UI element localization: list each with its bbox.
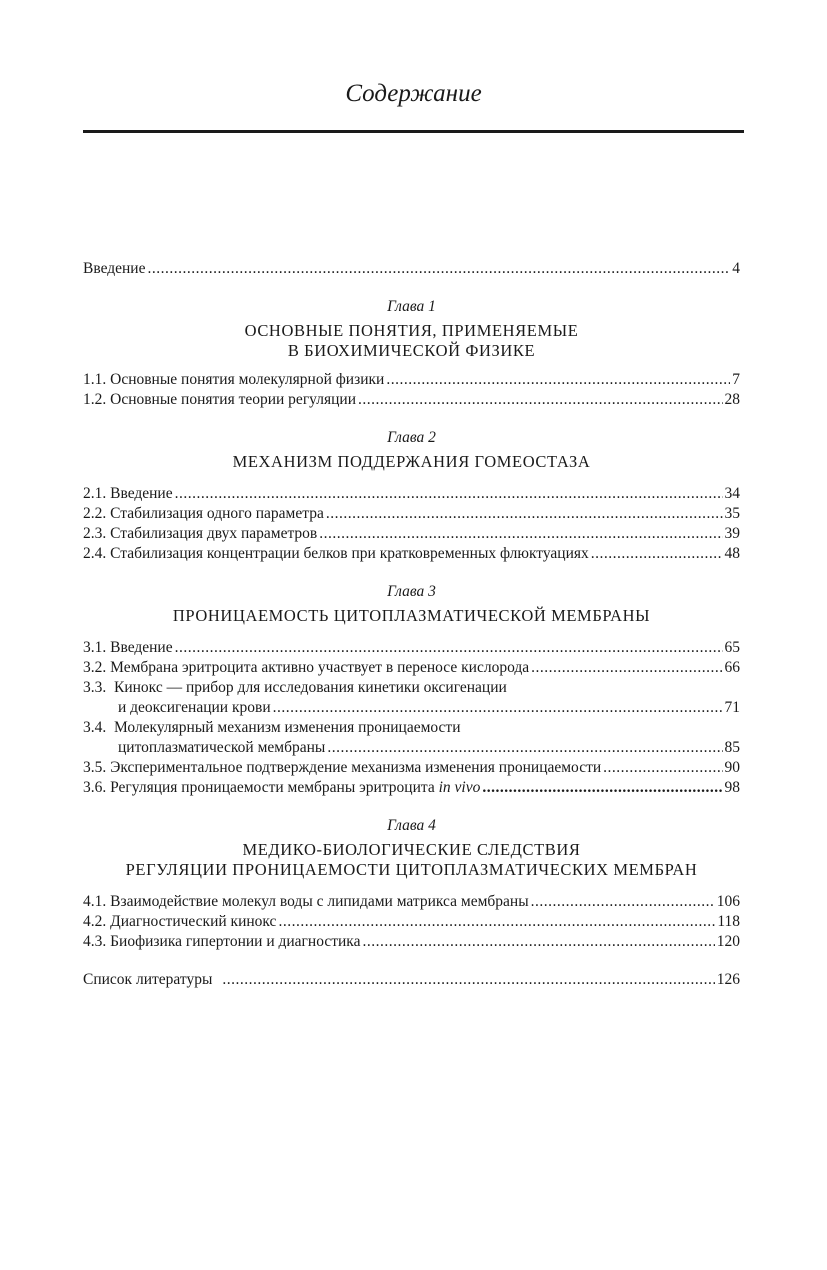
table-of-contents xyxy=(83,259,740,990)
leader-dots xyxy=(222,970,714,990)
toc-entry-number: 3.4. xyxy=(83,719,107,736)
toc-entry-title: Экспериментальное подтверждение механизма изменения проницаемости xyxy=(110,759,602,776)
toc-entry-page: 126 xyxy=(716,971,740,988)
toc-entry-page: 120 xyxy=(716,933,740,950)
toc-entry-title: Регуляция проницаемости мембраны эритроцита xyxy=(110,779,435,796)
toc-entry-bibliography[interactable] xyxy=(83,970,740,990)
toc-entry-title: Основные понятия теории регуляции xyxy=(110,391,356,408)
chapter-3-title: ПРОНИЦАЕМОСТЬ ЦИТОПЛАЗМАТИЧЕСКОЙ МЕМБРАНЫ xyxy=(172,606,651,625)
toc-entry-number: 2.4. xyxy=(83,545,107,562)
toc-entry-page: 4 xyxy=(732,260,740,277)
toc-entry-number: 4.3. xyxy=(83,933,107,950)
toc-entry-title: Введение xyxy=(110,485,173,502)
toc-entry-3-4-line-1[interactable] xyxy=(83,718,740,738)
toc-entry-4-2[interactable] xyxy=(83,912,740,932)
toc-entry-3-5[interactable] xyxy=(83,758,740,778)
toc-entry-title: Молекулярный механизм изменения проницаемости xyxy=(114,719,461,736)
leader-dots xyxy=(326,504,723,524)
toc-entry-2-3[interactable] xyxy=(83,524,740,544)
leader-dots xyxy=(358,390,723,410)
leader-dots xyxy=(531,892,715,912)
toc-entry-2-1[interactable] xyxy=(83,484,740,504)
chapter-3-label: Глава 3 xyxy=(387,583,436,600)
toc-entry-number: 2.2. xyxy=(83,505,107,522)
chapter-4-title-line-1: МЕДИКО-БИОЛОГИЧЕСКИЕ СЛЕДСТВИЯ xyxy=(242,840,581,859)
toc-entry-title: Стабилизация одного параметра xyxy=(110,505,324,522)
toc-entry-intro[interactable] xyxy=(83,259,740,279)
toc-entry-page: 85 xyxy=(724,739,740,756)
toc-entry-page: 39 xyxy=(724,525,740,542)
leader-dots xyxy=(175,638,723,658)
chapter-1-title-line-2: В БИОХИМИЧЕСКОЙ ФИЗИКЕ xyxy=(287,341,536,360)
toc-entry-number: 2.1. xyxy=(83,485,107,502)
leader-dots xyxy=(175,484,723,504)
toc-entry-title: Список литературы xyxy=(83,971,213,988)
toc-entry-3-1[interactable] xyxy=(83,638,740,658)
toc-entry-4-3[interactable] xyxy=(83,932,740,952)
leader-dots xyxy=(273,698,723,718)
toc-entry-3-4-line-2[interactable] xyxy=(83,738,740,758)
chapter-2-label: Глава 2 xyxy=(387,429,436,446)
toc-entry-title: Стабилизация двух параметров xyxy=(110,525,318,542)
toc-entry-title: Мембрана эритроцита активно участвует в переносе кислорода xyxy=(110,659,530,676)
leader-dots xyxy=(319,524,722,544)
leader-dots xyxy=(278,912,715,932)
toc-entry-number: 3.3. xyxy=(83,679,107,696)
toc-entry-page: 66 xyxy=(724,659,740,676)
toc-entry-2-4[interactable] xyxy=(83,544,740,564)
toc-entry-title-continued: цитоплазматической мембраны xyxy=(118,739,326,756)
toc-entry-number: 1.1. xyxy=(83,371,107,388)
leader-dots xyxy=(591,544,723,564)
toc-entry-number: 4.1. xyxy=(83,893,107,910)
toc-entry-title-italic: in vivo xyxy=(438,779,481,796)
toc-entry-4-1[interactable] xyxy=(83,892,740,912)
toc-entry-page: 106 xyxy=(716,893,740,910)
leader-dots xyxy=(147,259,730,279)
toc-entry-3-3-line-1[interactable] xyxy=(83,678,740,698)
leader-dots xyxy=(362,932,714,952)
toc-entry-page: 35 xyxy=(724,505,740,522)
toc-entry-title-continued: и деоксигенации крови xyxy=(118,699,271,716)
toc-entry-page: 71 xyxy=(724,699,740,716)
toc-entry-number: 3.6. xyxy=(83,779,107,796)
toc-entry-title: Кинокс — прибор для исследования кинетики оксигенации xyxy=(114,679,507,696)
chapter-4-title-line-2: РЕГУЛЯЦИИ ПРОНИЦАЕМОСТИ ЦИТОПЛАЗМАТИЧЕСКИХ МЕМБРАН xyxy=(125,860,698,879)
leader-dots xyxy=(531,658,722,678)
leader-dots xyxy=(482,778,722,798)
chapter-1-label: Глава 1 xyxy=(387,298,436,315)
toc-entry-2-2[interactable] xyxy=(83,504,740,524)
toc-entry-number: 3.2. xyxy=(83,659,107,676)
toc-entry-title: Введение xyxy=(110,639,173,656)
toc-entry-page: 34 xyxy=(724,485,740,502)
chapter-2-title: МЕХАНИЗМ ПОДДЕРЖАНИЯ ГОМЕОСТАЗА xyxy=(232,452,591,471)
toc-entry-3-2[interactable] xyxy=(83,658,740,678)
toc-entry-title: Основные понятия молекулярной физики xyxy=(110,371,385,388)
toc-entry-page: 28 xyxy=(724,391,740,408)
toc-entry-title: Взаимодействие молекул воды с липидами матрикса мембраны xyxy=(110,893,529,910)
toc-entry-page: 65 xyxy=(724,639,740,656)
leader-dots xyxy=(386,370,730,390)
page-title: Содержание xyxy=(345,80,482,107)
toc-entry-title: Введение xyxy=(83,260,146,277)
toc-entry-1-1[interactable] xyxy=(83,370,740,390)
chapter-4-label: Глава 4 xyxy=(387,817,436,834)
leader-dots xyxy=(603,758,722,778)
toc-entry-title: Стабилизация концентрации белков при кратковременных флюктуациях xyxy=(110,545,589,562)
toc-entry-number: 4.2. xyxy=(83,913,107,930)
toc-entry-page: 98 xyxy=(724,779,740,796)
toc-entry-number: 2.3. xyxy=(83,525,107,542)
toc-entry-title: Диагностический кинокс xyxy=(110,913,277,930)
toc-entry-number: 3.1. xyxy=(83,639,107,656)
toc-entry-1-2[interactable] xyxy=(83,390,740,410)
chapter-1-title-line-1: ОСНОВНЫЕ ПОНЯТИЯ, ПРИМЕНЯЕМЫЕ xyxy=(244,321,579,340)
toc-entry-3-6[interactable] xyxy=(83,778,740,798)
toc-entry-page: 118 xyxy=(717,913,740,930)
toc-entry-title: Биофизика гипертонии и диагностика xyxy=(110,933,361,950)
toc-entry-3-3-line-2[interactable] xyxy=(83,698,740,718)
toc-entry-number: 1.2. xyxy=(83,391,107,408)
title-rule xyxy=(83,130,744,133)
toc-entry-number: 3.5. xyxy=(83,759,107,776)
toc-entry-page: 48 xyxy=(724,545,740,562)
leader-dots xyxy=(327,738,722,758)
toc-entry-page: 7 xyxy=(732,371,740,388)
toc-entry-page: 90 xyxy=(724,759,740,776)
